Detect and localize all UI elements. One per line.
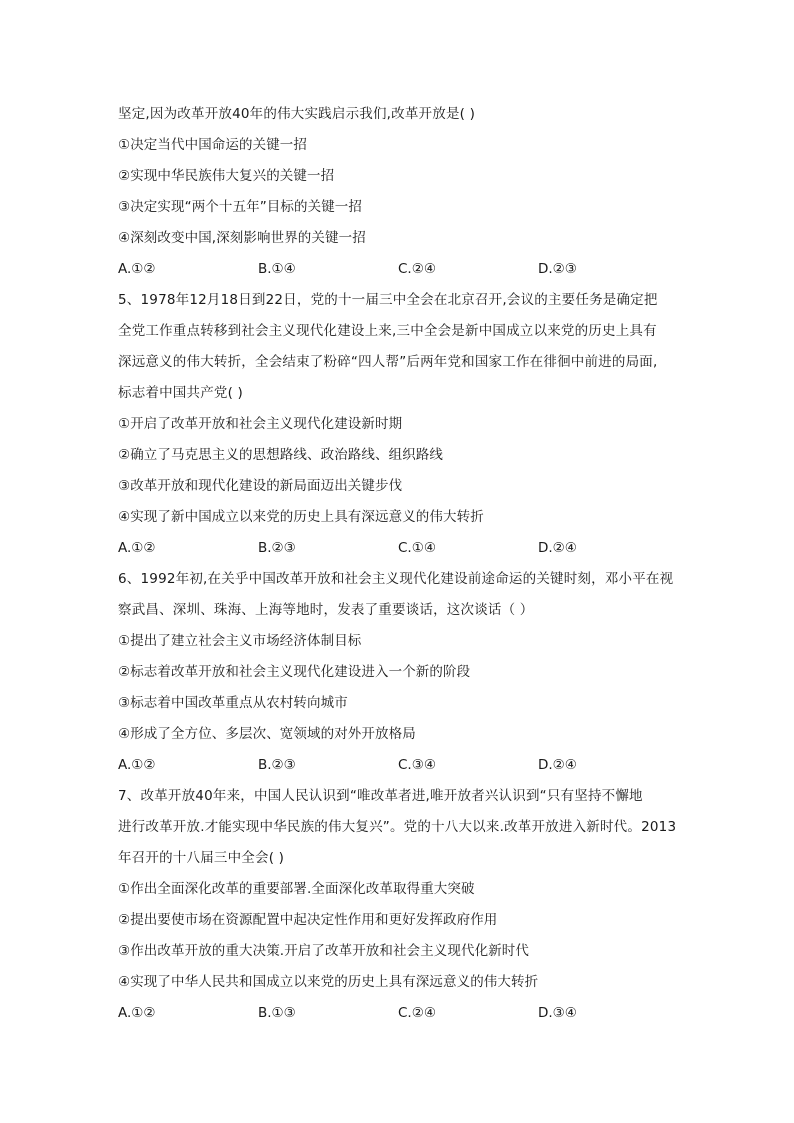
answer-choices bbox=[118, 254, 678, 285]
question-stem-line: 深远意义的伟大转折，全会结束了粉碎“四人帮”后两年党和国家工作在徘徊中前进的局面, bbox=[118, 354, 658, 370]
answer-d: D.③④ bbox=[538, 1005, 577, 1021]
answer-d: D.②④ bbox=[538, 540, 577, 556]
answer-b: B.①④ bbox=[258, 261, 296, 277]
question-4-continuation bbox=[118, 99, 678, 285]
question-6 bbox=[118, 564, 678, 781]
option-1: ①作出全面深化改革的重要部署.全面深化改革取得重大突破 bbox=[118, 881, 475, 897]
answer-b: B.①③ bbox=[258, 1005, 296, 1021]
answer-c: C.③④ bbox=[398, 757, 436, 773]
question-content bbox=[118, 99, 678, 1029]
answer-b: B.②③ bbox=[258, 757, 296, 773]
answer-choices bbox=[118, 998, 678, 1029]
answer-choices bbox=[118, 750, 678, 781]
option-4: ④形成了全方位、多层次、宽领域的对外开放格局 bbox=[118, 726, 416, 742]
option-1: ①决定当代中国命运的关键一招 bbox=[118, 137, 308, 153]
answer-a: A.①② bbox=[118, 261, 156, 277]
question-7 bbox=[118, 781, 678, 1029]
question-stem-line: 6、1992年初,在关乎中国改革开放和社会主义现代化建设前途命运的关键时刻，邓小平在视 bbox=[118, 571, 674, 587]
answer-a: A.①② bbox=[118, 1005, 156, 1021]
question-stem-line: 全党工作重点转移到社会主义现代化建设上来,三中全会是新中国成立以来党的历史上具有 bbox=[118, 323, 657, 339]
option-2: ②确立了马克思主义的思想路线、政治路线、组织路线 bbox=[118, 447, 444, 463]
option-4: ④深刻改变中国,深刻影响世界的关键一招 bbox=[118, 230, 366, 246]
question-5 bbox=[118, 285, 678, 564]
answer-c: C.②④ bbox=[398, 261, 436, 277]
question-stem-line: 察武昌、深圳、珠海、上海等地时，发表了重要谈话，这次谈话（ ） bbox=[118, 602, 534, 618]
option-1: ①提出了建立社会主义市场经济体制目标 bbox=[118, 633, 362, 649]
option-3: ③改革开放和现代化建设的新局面迈出关键步伐 bbox=[118, 478, 403, 494]
answer-a: A.①② bbox=[118, 540, 156, 556]
question-stem-line: 坚定,因为改革开放40年的伟大实践启示我们,改革开放是( ) bbox=[118, 106, 476, 122]
option-4: ④实现了新中国成立以来党的历史上具有深远意义的伟大转折 bbox=[118, 509, 484, 525]
question-stem-line: 年召开的十八届三中全会( ) bbox=[118, 850, 285, 866]
answer-b: B.②③ bbox=[258, 540, 296, 556]
option-3: ③作出改革开放的重大决策.开启了改革开放和社会主义现代化新时代 bbox=[118, 943, 529, 959]
option-1: ①开启了改革开放和社会主义现代化建设新时期 bbox=[118, 416, 403, 432]
option-3: ③决定实现“两个十五年”目标的关键一招 bbox=[118, 199, 362, 215]
question-stem-line: 标志着中国共产党( ) bbox=[118, 385, 244, 401]
question-stem-line: 进行改革开放.才能实现中华民族的伟大复兴”。党的十八大以来.改革开放进入新时代。2013 bbox=[118, 819, 677, 835]
question-stem-line: 7、改革开放40年来，中国人民认识到“唯改革者进,唯开放者兴认识到“只有坚持不懈地 bbox=[118, 788, 643, 804]
option-2: ②实现中华民族伟大复兴的关键一招 bbox=[118, 168, 335, 184]
option-2: ②标志着改革开放和社会主义现代化建设进入一个新的阶段 bbox=[118, 664, 471, 680]
answer-choices bbox=[118, 533, 678, 564]
answer-c: C.②④ bbox=[398, 1005, 436, 1021]
answer-d: D.②④ bbox=[538, 757, 577, 773]
question-stem-line: 5、1978年12月18日到22日，党的十一届三中全会在北京召开,会议的主要任务是确定把 bbox=[118, 292, 658, 308]
answer-a: A.①② bbox=[118, 757, 156, 773]
option-2: ②提出要使市场在资源配置中起决定性作用和更好发挥政府作用 bbox=[118, 912, 498, 928]
answer-d: D.②③ bbox=[538, 261, 577, 277]
option-3: ③标志着中国改革重点从农村转向城市 bbox=[118, 695, 348, 711]
option-4: ④实现了中华人民共和国成立以来党的历史上具有深远意义的伟大转折 bbox=[118, 974, 539, 990]
answer-c: C.①④ bbox=[398, 540, 436, 556]
